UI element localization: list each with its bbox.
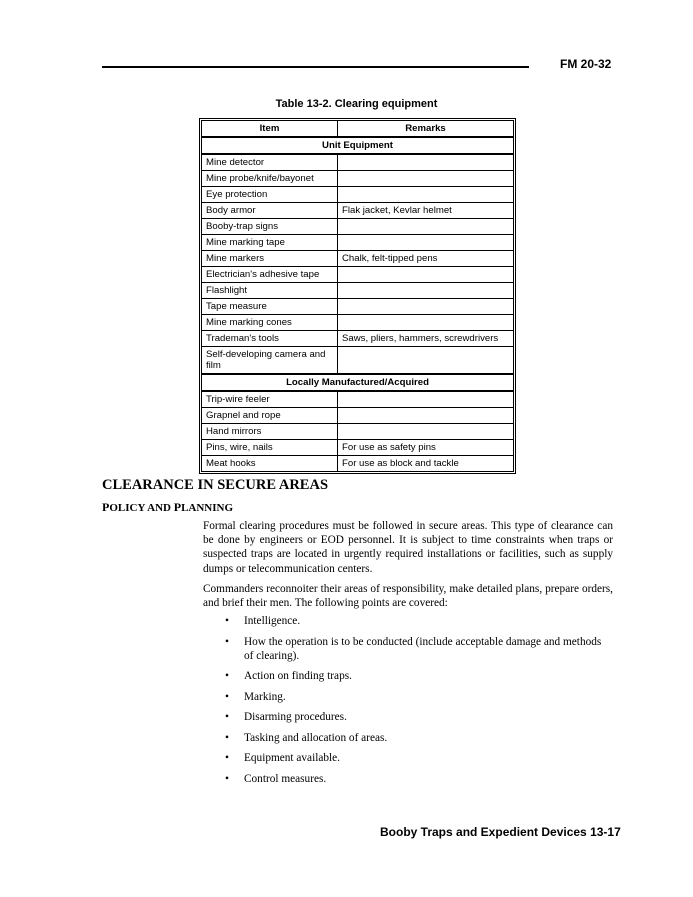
table-row (202, 440, 514, 456)
item-cell: Electrician's adhesive tape (202, 267, 338, 283)
list-item (203, 669, 613, 683)
table-row (202, 315, 514, 331)
manual-number: FM 20-32 (560, 57, 612, 71)
table-row (202, 331, 514, 347)
remarks-cell: For use as block and tackle (338, 456, 514, 472)
remarks-cell: Chalk, felt-tipped pens (338, 251, 514, 267)
item-cell: Meat hooks (202, 456, 338, 472)
bullet-icon: • (225, 772, 229, 785)
item-cell: Grapnel and rope (202, 408, 338, 424)
subsection-title: POLICY AND PLANNING (102, 500, 234, 514)
remarks-cell (338, 187, 514, 203)
table-row (202, 267, 514, 283)
list-item-text: Marking. (244, 690, 286, 703)
table-caption: Table 13-2. Clearing equipment (275, 98, 438, 110)
item-cell: Trip-wire feeler (202, 391, 338, 408)
list-item (203, 751, 613, 765)
bullet-icon: • (225, 615, 229, 627)
section-row (202, 374, 514, 391)
item-cell: Mine marking cones (202, 315, 338, 331)
table-row (202, 408, 514, 424)
remarks-cell (338, 391, 514, 408)
remarks-cell (338, 154, 514, 171)
column-header-item: Item (202, 121, 338, 138)
remarks-cell (338, 267, 514, 283)
table-row (202, 154, 514, 171)
list-item-text: Tasking and allocation of areas. (244, 731, 388, 744)
list-item (203, 614, 613, 628)
bullet-icon: • (225, 635, 229, 648)
bullet-icon: • (225, 711, 229, 724)
item-cell: Mine probe/knife/bayonet (202, 171, 338, 187)
table-row (202, 171, 514, 187)
remarks-cell: For use as safety pins (338, 440, 514, 456)
list-item-text: Control measures. (244, 772, 327, 785)
section-title: CLEARANCE IN SECURE AREAS (102, 477, 329, 493)
table-row (202, 187, 514, 203)
list-item-text: Disarming procedures. (244, 711, 347, 724)
remarks-cell (338, 315, 514, 331)
list-item (203, 710, 613, 724)
remarks-cell: Flak jacket, Kevlar helmet (338, 203, 514, 219)
remarks-cell (338, 283, 514, 299)
list-item-text: Equipment available. (244, 752, 340, 765)
table-row (202, 283, 514, 299)
list-item-text: How the operation is to be conducted (include acceptable damage and methods of clearing). (244, 635, 602, 662)
section-title-unit-equipment: Unit Equipment (202, 137, 514, 154)
list-item-text: Intelligence. (244, 615, 301, 627)
table-row (202, 347, 514, 375)
table-row (202, 299, 514, 315)
column-header-remarks: Remarks (338, 121, 514, 138)
table-row (202, 251, 514, 267)
item-cell: Body armor (202, 203, 338, 219)
table-header-row (202, 121, 514, 138)
remarks-cell (338, 235, 514, 251)
table-row (202, 391, 514, 408)
section-row (202, 137, 514, 154)
remarks-cell (338, 219, 514, 235)
bullet-icon: • (225, 731, 229, 744)
item-cell: Trademan's tools (202, 331, 338, 347)
page-footer: Booby Traps and Expedient Devices 13-17 (380, 825, 621, 839)
item-cell: Booby-trap signs (202, 219, 338, 235)
remarks-cell (338, 424, 514, 440)
table-row (202, 424, 514, 440)
remarks-cell (338, 408, 514, 424)
table-row (202, 456, 514, 472)
bullet-icon: • (225, 670, 229, 683)
bullet-icon: • (225, 752, 229, 765)
table-row (202, 203, 514, 219)
item-cell: Tape measure (202, 299, 338, 315)
remarks-cell (338, 171, 514, 187)
bullet-icon: • (225, 690, 229, 703)
header-rule (102, 66, 529, 68)
list-item (203, 690, 613, 704)
item-cell: Pins, wire, nails (202, 440, 338, 456)
table-row (202, 219, 514, 235)
equipment-table (199, 118, 516, 474)
paragraph-2: Commanders reconnoiter their areas of responsibility, make detailed plans, prepare orders, and brief their men. The following points are covered: (203, 583, 613, 610)
item-cell: Mine marking tape (202, 235, 338, 251)
list-item (203, 731, 613, 745)
item-cell: Hand mirrors (202, 424, 338, 440)
item-cell: Self-developing camera and film (202, 347, 338, 375)
list-item-text: Action on finding traps. (244, 670, 352, 683)
remarks-cell (338, 347, 514, 375)
item-cell: Mine detector (202, 154, 338, 171)
remarks-cell (338, 299, 514, 315)
list-item (203, 635, 613, 663)
item-cell: Mine markers (202, 251, 338, 267)
list-item (203, 772, 613, 786)
paragraph-1: Formal clearing procedures must be followed in secure areas. This type of clearance can be done by engineers or EOD personnel. It is subject to time constraints when traps or suspected traps are located in urgently required installations or facilities, such as supply dumps or telecommunication centers. (203, 520, 613, 575)
remarks-cell: Saws, pliers, hammers, screwdrivers (338, 331, 514, 347)
section-title-locally-manufactured: Locally Manufactured/Acquired (202, 374, 514, 391)
table-row (202, 235, 514, 251)
points-list (203, 614, 613, 792)
item-cell: Flashlight (202, 283, 338, 299)
item-cell: Eye protection (202, 187, 338, 203)
